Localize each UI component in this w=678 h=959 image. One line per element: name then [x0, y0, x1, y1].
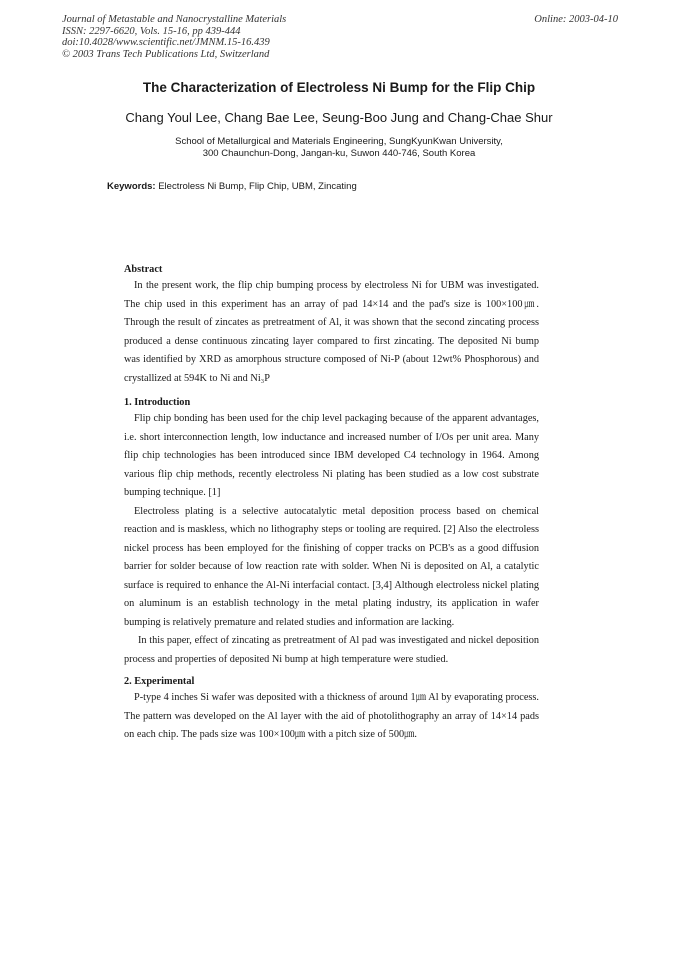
journal-issn: ISSN: 2297-6620, Vols. 15-16, pp 439-444: [62, 25, 241, 37]
introduction-paragraph-2: Electroless plating is a selective autocatalytic metal deposition process based on chemical reaction and is maskless, which no lithography steps or tooling are required. [2] Also the electroless nickel process has been employed for the finishing of copper tracks on PCB's as a good diffusion barrier for solder because of low reaction rate with solder. When Ni is deposited on Al, a catalytic surface is required to enhance the Al-Ni interfacial contact. [3,4] Although electroless nickel plating on aluminum is an establish technology in the metal plating industry, its application in wafer bumping is relatively premature and related studies and information are lacking.: [124, 505, 539, 628]
paper-authors: Chang Youl Lee, Chang Bae Lee, Seung-Boo Jung and Chang-Chae Shur: [125, 110, 553, 125]
abstract-text: In the present work, the flip chip bumping process by electroless Ni for UBM was investigated. The chip used in this experiment has an array of pad 14×14 and the pad's size is 100×100㎛. Through the result of zincates as pretreatment of Al, it was shown that the second zincating process produced a dense continuous zincating layer compared to first zincating. The deposited Ni bump was identified by XRD as amorphous structure composed of Ni-P (about 12wt% Phosphorous) and crystallized at 594K to Ni and Ni₃P: [124, 280, 539, 384]
abstract-section: [124, 263, 539, 388]
journal-name: Journal of Metastable and Nanocrystalline Materials: [62, 14, 287, 25]
experimental-paragraph-1: P-type 4 inches Si wafer was deposited with a thickness of around 1㎛ Al by evaporating process. The pattern was developed on the Al layer with the aid of photolithography an array of 14×14 pads on each chip. The pads size was 100×100㎛ with a pitch size of 500㎛.: [124, 692, 539, 740]
journal-header: [62, 14, 618, 60]
abstract-heading: Abstract: [124, 264, 163, 275]
introduction-section: [124, 396, 539, 669]
keywords-label: Keywords:: [107, 181, 156, 192]
online-date: Online: 2003-04-10: [534, 14, 618, 25]
keywords: [107, 181, 357, 192]
affiliation: [0, 136, 678, 159]
affiliation-line-2: 300 Chaunchun-Dong, Jangan-ku, Suwon 440-746, South Korea: [202, 147, 476, 159]
experimental-heading: 2. Experimental: [124, 676, 195, 687]
introduction-paragraph-1: Flip chip bonding has been used for the chip level packaging because of the apparent advantages, i.e. short interconnection length, low inductance and increased number of I/Os per unit area. Many flip chip technologies has been introduced since IBM developed C4 technology in 1964. Among various flip chip methods, recently electroless Ni plating has been studied as a low cost substrate bumping technique. [1]: [124, 413, 539, 498]
journal-doi[interactable]: doi:10.4028/www.scientific.net/JMNM.15-16.439: [62, 37, 270, 48]
introduction-heading: 1. Introduction: [124, 397, 191, 408]
paper-title: The Characterization of Electroless Ni Bump for the Flip Chip: [142, 80, 536, 95]
experimental-section: [124, 675, 539, 745]
affiliation-line-1: School of Metallurgical and Materials Engineering, SungKyunKwan University,: [175, 136, 503, 147]
introduction-paragraph-3: In this paper, effect of zincating as pretreatment of Al pad was investigated and nickel deposition process and properties of deposited Ni bump at high temperature were studied.: [124, 635, 539, 665]
keywords-text: Electroless Ni Bump, Flip Chip, UBM, Zincating: [158, 181, 357, 192]
journal-copyright: © 2003 Trans Tech Publications Ltd, Switzerland: [62, 48, 270, 60]
